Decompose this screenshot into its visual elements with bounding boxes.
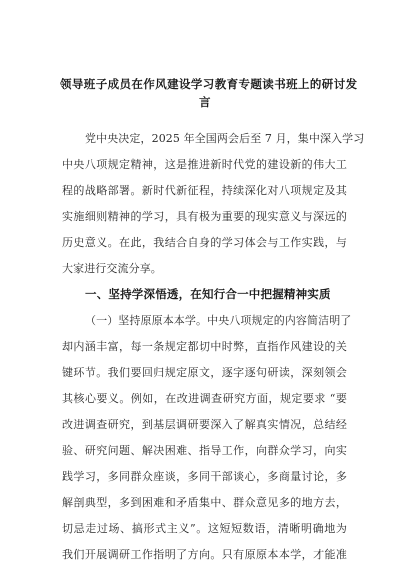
intro-line-3: 程的战略部署。新时代新征程，持续深化对八项规定及其 [62, 184, 347, 197]
section-1-line-5: 改进调查研究，到基层调研要深入了解真实情况，总结经 [62, 418, 347, 431]
section-1-line-4: 其核心要义。例如，在改进调查研究方面，规定要求 “要 [62, 392, 347, 405]
section-1-line-8: 解剖典型，多到困难和矛盾集中、群众意见多的地方去， [62, 496, 347, 509]
section-1-line-1: （一）坚持原原本本学。中央八项规定的内容简洁明了 [85, 314, 352, 327]
intro-line-5: 历史意义。在此，我结合自身的学习体会与工作实践，与 [62, 236, 347, 249]
intro-line-1: 党中央决定，2025 年全国两会后至 7 月，集中深入学习 [85, 132, 365, 145]
section-1-heading: 一、坚持学深悟透，在知行合一中把握精神实质 [85, 287, 331, 301]
intro-line-2: 中央八项规定精神，这是推进新时代党的建设新的伟大工 [62, 158, 347, 171]
document-title-line-1: 领导班子成员在作风建设学习教育专题读书班上的研讨发 [60, 77, 358, 91]
section-1-line-2: 却内涵丰富，每一条规定都切中时弊，直指作风建设的关 [62, 340, 347, 353]
section-1-line-10: 我们开展调研工作指明了方向。只有原原本本学，才能准 [62, 548, 347, 561]
intro-line-6: 大家进行交流分享。 [62, 262, 162, 275]
section-1-line-3: 键环节。我们要回归规定原文，逐字逐句研读，深刻领会 [62, 366, 347, 379]
section-1-line-9: 切忌走过场、搞形式主义”。这短短数语，清晰明确地为 [62, 522, 347, 535]
document-title-line-2: 言 [199, 95, 211, 109]
intro-line-4: 实施细则精神的学习，具有极为重要的现实意义与深远的 [62, 210, 347, 223]
section-1-line-6: 验、研究问题、解决困难、指导工作，向群众学习，向实 [62, 444, 347, 457]
section-1-line-7: 践学习，多同群众座谈，多同干部谈心，多商量讨论，多 [62, 470, 347, 483]
